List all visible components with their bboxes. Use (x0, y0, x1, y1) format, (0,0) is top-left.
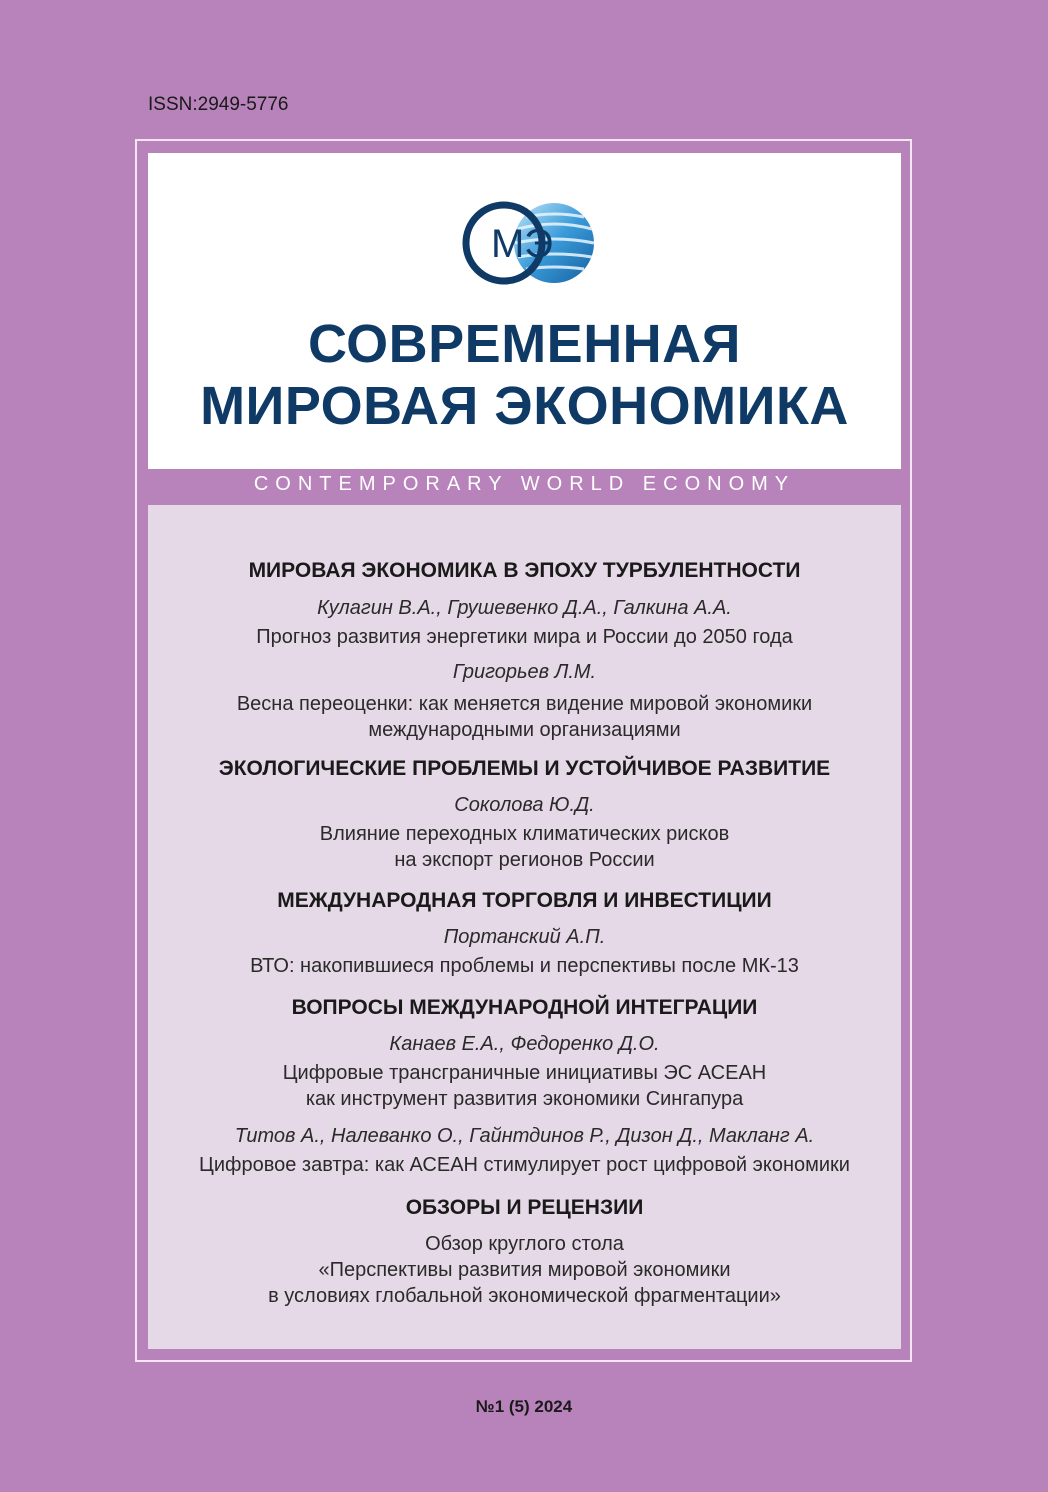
article-2 (148, 659, 901, 743)
article-authors: Григорьев Л.М. (452, 661, 597, 683)
article-7 (148, 1231, 901, 1309)
article-title: международными организациями (368, 719, 681, 741)
section-3 (148, 888, 901, 914)
section-5 (148, 1195, 901, 1221)
article-title: Весна переоценки: как меняется видение мировой экономики (236, 693, 813, 715)
section-heading: ВОПРОСЫ МЕЖДУНАРОДНОЙ ИНТЕГРАЦИИ (291, 996, 758, 1019)
section-heading: ЭКОЛОГИЧЕСКИЕ ПРОБЛЕМЫ И УСТОЙЧИВОЕ РАЗВИТИЕ (218, 757, 831, 780)
article-authors: Титов А., Налеванко О., Гайнтдинов Р., Дизон Д., Макланг А. (234, 1125, 815, 1147)
article-title: на экспорт регионов России (394, 849, 655, 871)
article-title: ВТО: накопившиеся проблемы и перспективы после МК-13 (250, 955, 799, 977)
article-title: «Перспективы развития мировой экономики (318, 1259, 731, 1281)
article-title: Прогноз развития энергетики мира и России до 2050 года (256, 626, 793, 648)
article-title: Цифровое завтра: как АСЕАН стимулирует рост цифровой экономики (199, 1154, 850, 1176)
section-1 (148, 558, 901, 584)
article-title: Влияние переходных климатических рисков (319, 823, 730, 845)
section-2 (148, 756, 901, 782)
journal-title (148, 313, 901, 437)
issue-number: №1 (5) 2024 (475, 1397, 573, 1416)
article-title: Обзор круглого стола (425, 1233, 624, 1255)
issn-number: ISSN:2949-5776 (148, 94, 289, 115)
article-authors: Кулагин В.А., Грушевенко Д.А., Галкина А.А. (317, 597, 732, 619)
article-authors: Канаев Е.А., Федоренко Д.О. (389, 1033, 660, 1055)
article-authors: Портанский А.П. (443, 926, 606, 948)
article-title: как инструмент развития экономики Сингапура (305, 1088, 744, 1110)
article-title: в условиях глобальной экономической фрагментации» (268, 1285, 781, 1307)
article-4 (148, 924, 901, 979)
section-heading: МЕЖДУНАРОДНАЯ ТОРГОВЛЯ И ИНВЕСТИЦИИ (277, 889, 772, 912)
article-authors: Соколова Ю.Д. (454, 794, 595, 816)
article-6 (148, 1123, 901, 1178)
title-line-1: СОВРЕМЕННАЯ (308, 314, 741, 374)
article-3 (148, 792, 901, 873)
section-heading: ОБЗОРЫ И РЕЦЕНЗИИ (405, 1196, 644, 1219)
section-heading: МИРОВАЯ ЭКОНОМИКА В ЭПОХУ ТУРБУЛЕНТНОСТИ (248, 559, 801, 582)
journal-subtitle-english: CONTEMPORARY WORLD ECONOMY (253, 473, 796, 495)
title-line-2: МИРОВАЯ ЭКОНОМИКА (200, 376, 849, 436)
article-1 (148, 595, 901, 650)
table-of-contents (148, 505, 901, 1349)
article-title: Цифровые трансграничные инициативы ЭС АСЕАН (282, 1062, 767, 1084)
journal-logo (460, 199, 600, 287)
title-panel (148, 153, 901, 469)
article-5 (148, 1031, 901, 1112)
logo-text: МЭ (490, 222, 554, 266)
section-4 (148, 995, 901, 1021)
